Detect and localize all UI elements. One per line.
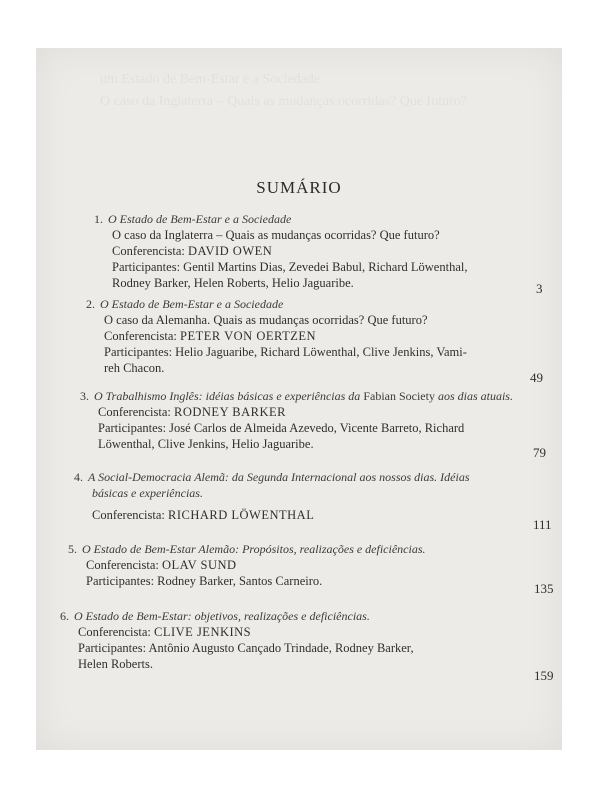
- page-number-4: 111: [533, 517, 552, 532]
- page-number-5: 135: [534, 581, 554, 596]
- entry-number: 5.: [68, 542, 77, 556]
- participants-line-1: José Carlos de Almeida Azevedo, Vicente Barreto, Richard: [169, 421, 465, 435]
- lecturer-label: Conferencista:: [92, 508, 165, 522]
- participants-label: Participantes:: [112, 260, 181, 274]
- lecturer-name: PETER VON OERTZEN: [180, 329, 316, 343]
- participants-label: Participantes:: [78, 641, 147, 655]
- lecturer-name: RODNEY BARKER: [174, 405, 286, 419]
- bleed-through-line-2: O caso da Inglaterra – Quais as mudanças ocorridas? Que futuro?: [100, 94, 467, 109]
- toc-entry-3: [80, 388, 513, 452]
- lecturer-label: Conferencista:: [78, 625, 151, 639]
- participants-line-2: Helen Roberts.: [78, 657, 153, 671]
- page-number-2: 49: [530, 370, 543, 385]
- page-number-6: 159: [534, 668, 554, 683]
- toc-entry-6: [60, 608, 414, 672]
- participants-line-2: Löwenthal, Clive Jenkins, Helio Jaguaribe.: [98, 437, 314, 451]
- page-number-1: 3: [536, 281, 543, 296]
- book-page: [36, 48, 562, 750]
- participants-line-2: reh Chacon.: [104, 361, 165, 375]
- entry-subtitle: O caso da Alemanha. Quais as mudanças ocorridas? Que futuro?: [104, 313, 428, 327]
- participants-line-2: Rodney Barker, Helen Roberts, Helio Jaguaribe.: [112, 276, 354, 290]
- entry-number: 3.: [80, 389, 89, 403]
- entry-heading: O Estado de Bem-Estar: objetivos, realizações e deficiências.: [74, 609, 370, 623]
- entry-heading-part-c: aos dias atuais.: [437, 389, 513, 403]
- lecturer-name: DAVID OWEN: [188, 244, 273, 258]
- page-title: SUMÁRIO: [256, 178, 342, 197]
- entry-heading: O Estado de Bem-Estar Alemão: Propósitos, realizações e deficiências.: [82, 542, 426, 556]
- toc-entry-5: [68, 541, 426, 589]
- bleed-through-line-1: um Estado de Bem-Estar e a Sociedade: [100, 72, 321, 87]
- entry-heading-line-2: básicas e experiências.: [92, 486, 203, 500]
- toc-entry-2: [86, 296, 467, 376]
- lecturer-name: CLIVE JENKINS: [154, 625, 252, 639]
- entry-heading-line-1: A Social-Democracia Alemã: da Segunda Internacional aos nossos dias. Idéias: [88, 470, 470, 484]
- participants-line-1: Helio Jaguaribe, Richard Löwenthal, Clive Jenkins, Vami-: [175, 345, 467, 359]
- entry-number: 4.: [74, 470, 83, 484]
- entry-heading-part-b: Fabian Society: [363, 389, 435, 403]
- lecturer-label: Conferencista:: [104, 329, 177, 343]
- lecturer-label: Conferencista:: [86, 558, 159, 572]
- participants-label: Participantes:: [86, 574, 155, 588]
- lecturer-label: Conferencista:: [98, 405, 171, 419]
- participants-line-1: Antônio Augusto Cançado Trindade, Rodney Barker,: [148, 641, 414, 655]
- participants-line-1: Gentil Martins Dias, Zevedei Babul, Richard Löwenthal,: [183, 260, 468, 274]
- toc-entry-4: [74, 469, 470, 523]
- entry-number: 1.: [94, 212, 103, 226]
- entry-heading: O Estado de Bem-Estar e a Sociedade: [108, 212, 292, 226]
- lecturer-label: Conferencista:: [112, 244, 185, 258]
- entry-number: 2.: [86, 297, 95, 311]
- participants-line-1: Rodney Barker, Santos Carneiro.: [157, 574, 323, 588]
- entry-heading: O Estado de Bem-Estar e a Sociedade: [100, 297, 284, 311]
- toc-entry-1: [94, 211, 467, 291]
- entry-number: 6.: [60, 609, 69, 623]
- entry-subtitle: O caso da Inglaterra – Quais as mudanças ocorridas? Que futuro?: [112, 228, 440, 242]
- page-number-3: 79: [533, 445, 546, 460]
- participants-label: Participantes:: [98, 421, 167, 435]
- entry-heading-part-a: O Trabalhismo Inglês: idéias básicas e experiências da: [94, 389, 361, 403]
- lecturer-name: RICHARD LÖWENTHAL: [168, 508, 315, 522]
- lecturer-name: OLAV SUND: [162, 558, 237, 572]
- participants-label: Participantes:: [104, 345, 173, 359]
